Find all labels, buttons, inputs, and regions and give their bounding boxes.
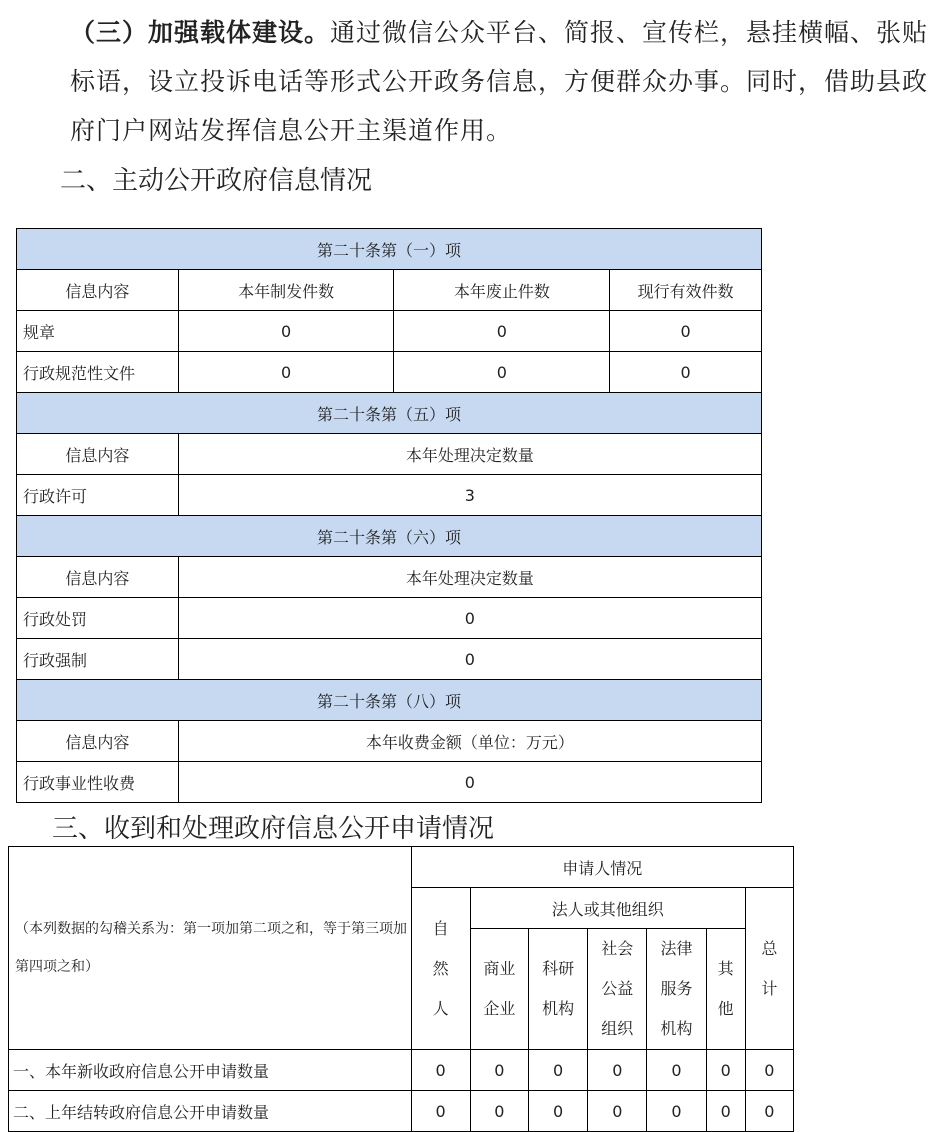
row-label: 二、上年结转政府信息公开申请数量: [9, 1091, 412, 1132]
row-label: 行政处罚: [17, 598, 179, 639]
col-total-label: 总计: [761, 938, 778, 998]
section2-heading: 二、主动公开政府信息情况: [60, 166, 373, 196]
formula-note: （本列数据的勾稽关系为：第一项加第二项之和，等于第三项加第四项之和）: [9, 847, 412, 1050]
header-cell: 信息内容: [17, 721, 179, 762]
legal-header: 法人或其他组织: [470, 888, 745, 929]
row-label: 一、本年新收政府信息公开申请数量: [9, 1050, 412, 1091]
value-cell: 0: [394, 352, 610, 393]
table-row: [17, 762, 762, 803]
value-cell: 0: [610, 311, 762, 352]
header-cell: 信息内容: [17, 434, 179, 475]
col-natural: [411, 888, 470, 1050]
paragraph-text: 通过微信公众平台、简报、宣传栏，悬挂横幅、张贴标语，设立投诉电话等形式公开政务信息，方便群众办事。同时，借助县政府门户网站发挥信息公开主渠道作用。: [70, 18, 929, 145]
band-g6: 第二十条第（六）项: [17, 516, 762, 557]
band-g1: 第二十条第（一）项: [17, 229, 762, 270]
col-business: [470, 929, 528, 1050]
header-cell: 本年处理决定数量: [178, 557, 761, 598]
value-cell: 0: [706, 1050, 745, 1091]
value-cell: 0: [470, 1091, 528, 1132]
value-cell: 0: [178, 762, 761, 803]
value-cell: 0: [647, 1091, 706, 1132]
value-cell: 0: [610, 352, 762, 393]
value-cell: 0: [647, 1050, 706, 1091]
col-other: [706, 929, 745, 1050]
value-cell: 0: [706, 1091, 745, 1132]
value-cell: 0: [411, 1050, 470, 1091]
header-cell: 现行有效件数: [610, 270, 762, 311]
intro-paragraph: [0, 8, 948, 155]
value-cell: 0: [411, 1091, 470, 1132]
value-cell: 0: [394, 311, 610, 352]
table-row: [17, 352, 762, 393]
table-row: [9, 1050, 794, 1091]
value-cell: 0: [470, 1050, 528, 1091]
header-cell: 本年处理决定数量: [178, 434, 761, 475]
row-label: 行政许可: [17, 475, 179, 516]
col-natural-label: 自然人: [432, 918, 449, 1018]
col-total: [745, 888, 793, 1050]
table-row: [17, 311, 762, 352]
header-cell: 本年废止件数: [394, 270, 610, 311]
col-research-label: 科研机构: [542, 959, 575, 1018]
value-cell: 0: [178, 352, 394, 393]
section3-heading: 三、收到和处理政府信息公开申请情况: [52, 814, 495, 844]
header-cell: 本年收费金额（单位：万元）: [178, 721, 761, 762]
application-table: [8, 846, 794, 1132]
applicant-header: 申请人情况: [411, 847, 793, 888]
paragraph-lead: （三）加强载体建设。: [70, 18, 331, 47]
value-cell: 0: [528, 1050, 587, 1091]
value-cell: 0: [178, 598, 761, 639]
value-cell: 0: [588, 1050, 647, 1091]
row-label: 行政强制: [17, 639, 179, 680]
row-label: 行政事业性收费: [17, 762, 179, 803]
col-legal-service-label: 法律服务机构: [660, 939, 693, 1038]
value-cell: 0: [588, 1091, 647, 1132]
value-cell: 0: [745, 1091, 793, 1132]
table-row: [17, 475, 762, 516]
band-g8: 第二十条第（八）项: [17, 680, 762, 721]
value-cell: 0: [178, 639, 761, 680]
band-g5: 第二十条第（五）项: [17, 393, 762, 434]
col-legal-service: [647, 929, 706, 1050]
row-label: 规章: [17, 311, 179, 352]
value-cell: 0: [528, 1091, 587, 1132]
table-row: [17, 598, 762, 639]
col-welfare: [588, 929, 647, 1050]
col-business-label: 商业企业: [483, 959, 516, 1018]
value-cell: 0: [745, 1050, 793, 1091]
table-row: [9, 1091, 794, 1132]
col-other-label: 其他: [717, 959, 734, 1018]
col-research: [528, 929, 587, 1050]
col-welfare-label: 社会公益组织: [601, 939, 634, 1038]
row-label: 行政规范性文件: [17, 352, 179, 393]
header-cell: 信息内容: [17, 557, 179, 598]
value-cell: 0: [178, 311, 394, 352]
header-cell: 信息内容: [17, 270, 179, 311]
table-row: [17, 639, 762, 680]
active-disclosure-table: [16, 228, 762, 803]
header-cell: 本年制发件数: [178, 270, 394, 311]
value-cell: 3: [178, 475, 761, 516]
